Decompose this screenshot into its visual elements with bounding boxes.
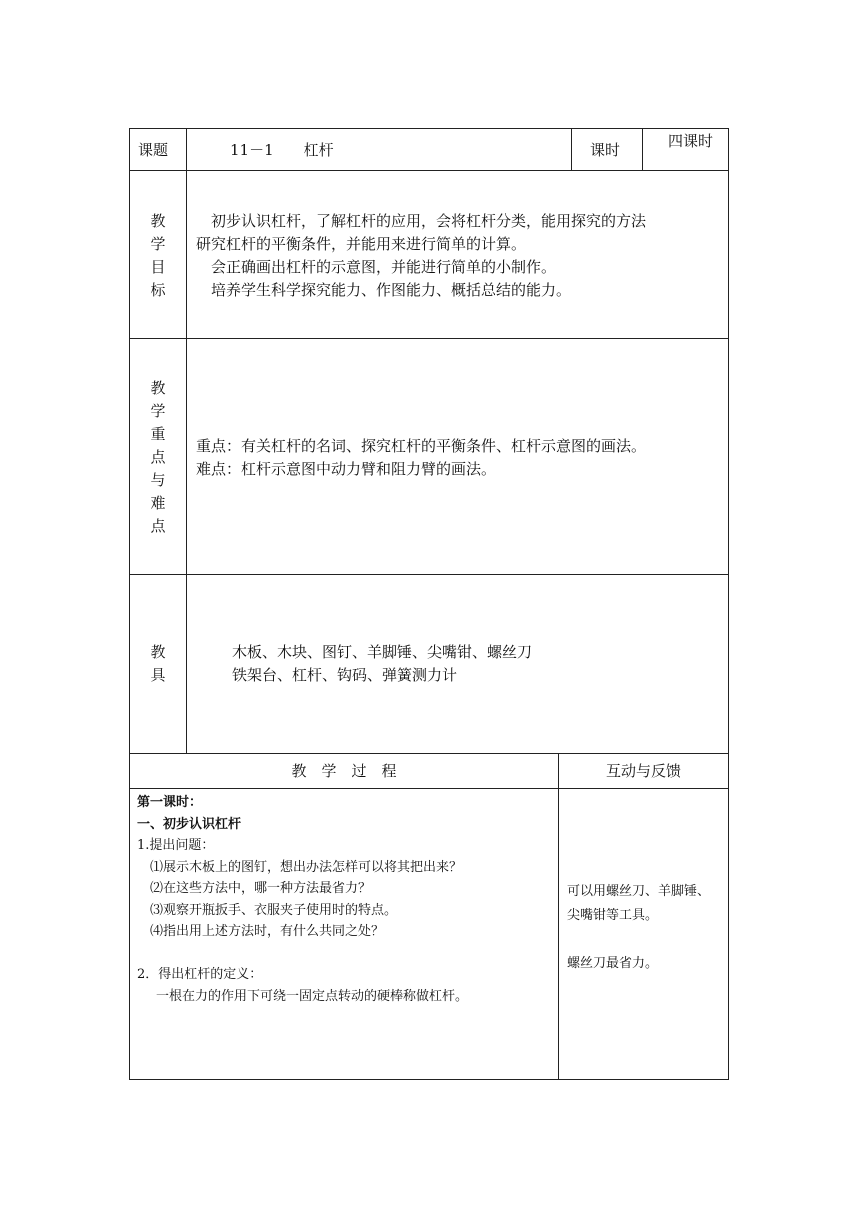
keypoints-text (196, 435, 646, 481)
lesson-title: 第一课时： (137, 795, 203, 810)
row-divider-keypoints (129, 574, 729, 575)
keypoints-line: 难点：杠杆示意图中动力臂和阻力臂的画法。 (196, 460, 497, 478)
feedback-header: 互动与反馈 (605, 762, 681, 780)
question-item: ⑵在这些方法中，哪一种方法最省力？ (150, 881, 372, 896)
keypoints-label-char: 点 (150, 448, 166, 466)
keypoints-label-char: 教 (150, 379, 166, 397)
spacer (567, 928, 710, 952)
topic-value: 11－1 杠杆 (230, 141, 334, 159)
row-divider-header (129, 170, 729, 171)
objectives-label-char: 标 (150, 281, 166, 299)
tools-label-char: 教 (150, 643, 166, 661)
definition-text: 一根在力的作用下可绕一固定点转动的硬棒称做杠杆。 (143, 988, 469, 1004)
feedback-content (567, 880, 710, 976)
question-title: 1.提出问题： (137, 838, 215, 853)
definition-title: 2．得出杠杆的定义： (137, 967, 263, 982)
row-divider-tools (129, 753, 729, 754)
col-divider-period-right (642, 128, 643, 171)
tools-text (232, 641, 532, 687)
row-divider-objectives (129, 338, 729, 339)
feedback-line: 尖嘴钳等工具。 (567, 908, 659, 923)
process-content (137, 792, 468, 1007)
topic-label: 课题 (138, 141, 169, 159)
feedback-line: 螺丝刀最省力。 (567, 956, 659, 971)
period-value: 四课时 (668, 132, 714, 150)
objectives-line: 研究杠杆的平衡条件，并能用来进行简单的计算。 (196, 235, 527, 253)
table-border-right (728, 128, 729, 1080)
objectives-line: 培养学生科学探究能力、作图能力、概括总结的能力。 (196, 281, 572, 299)
objectives-label (130, 210, 186, 302)
question-item: ⑶观察开瓶扳手、衣服夹子使用时的特点。 (150, 902, 398, 918)
table-border-top (129, 128, 729, 129)
question-item: ⑴展示木板上的图钉，想出办法怎样可以将其把出来？ (150, 859, 463, 875)
col-divider-feedback (558, 753, 559, 1080)
objectives-label-char: 教 (150, 212, 166, 230)
tools-label-char: 具 (150, 666, 166, 684)
keypoints-label-char: 学 (150, 402, 166, 420)
feedback-line: 可以用螺丝刀、羊脚锤、 (567, 884, 711, 899)
keypoints-label-char: 难 (150, 494, 166, 512)
keypoints-line: 重点：有关杠杆的名词、探究杠杆的平衡条件、杠杆示意图的画法。 (196, 437, 647, 455)
keypoints-label-char: 点 (150, 517, 166, 535)
objectives-line: 会正确画出杠杆的示意图，并能进行简单的小制作。 (196, 258, 557, 276)
objectives-line: 初步认识杠杆，了解杠杆的应用，会将杠杆分类，能用探究的方法 (196, 212, 647, 230)
objectives-text (196, 210, 646, 302)
period-label: 课时 (590, 141, 621, 159)
row-divider-process-header (129, 788, 729, 789)
tools-line: 铁架台、杠杆、钩码、弹簧测力计 (232, 666, 458, 684)
table-border-bottom (129, 1079, 729, 1080)
keypoints-label (130, 377, 186, 538)
process-header: 教 学 过 程 (291, 762, 397, 780)
tools-line: 木板、木块、图钉、羊脚锤、尖嘴钳、螺丝刀 (232, 643, 533, 661)
section-title: 一、初步认识杠杆 (137, 816, 242, 832)
objectives-label-char: 目 (150, 258, 166, 276)
objectives-label-char: 学 (150, 235, 166, 253)
keypoints-label-char: 与 (150, 471, 166, 489)
question-item: ⑷指出用上述方法时，有什么共同之处？ (150, 924, 385, 939)
tools-label (130, 641, 186, 687)
col-divider-label (186, 128, 187, 754)
col-divider-period-left (571, 128, 572, 171)
spacer (137, 943, 468, 965)
keypoints-label-char: 重 (150, 425, 166, 443)
